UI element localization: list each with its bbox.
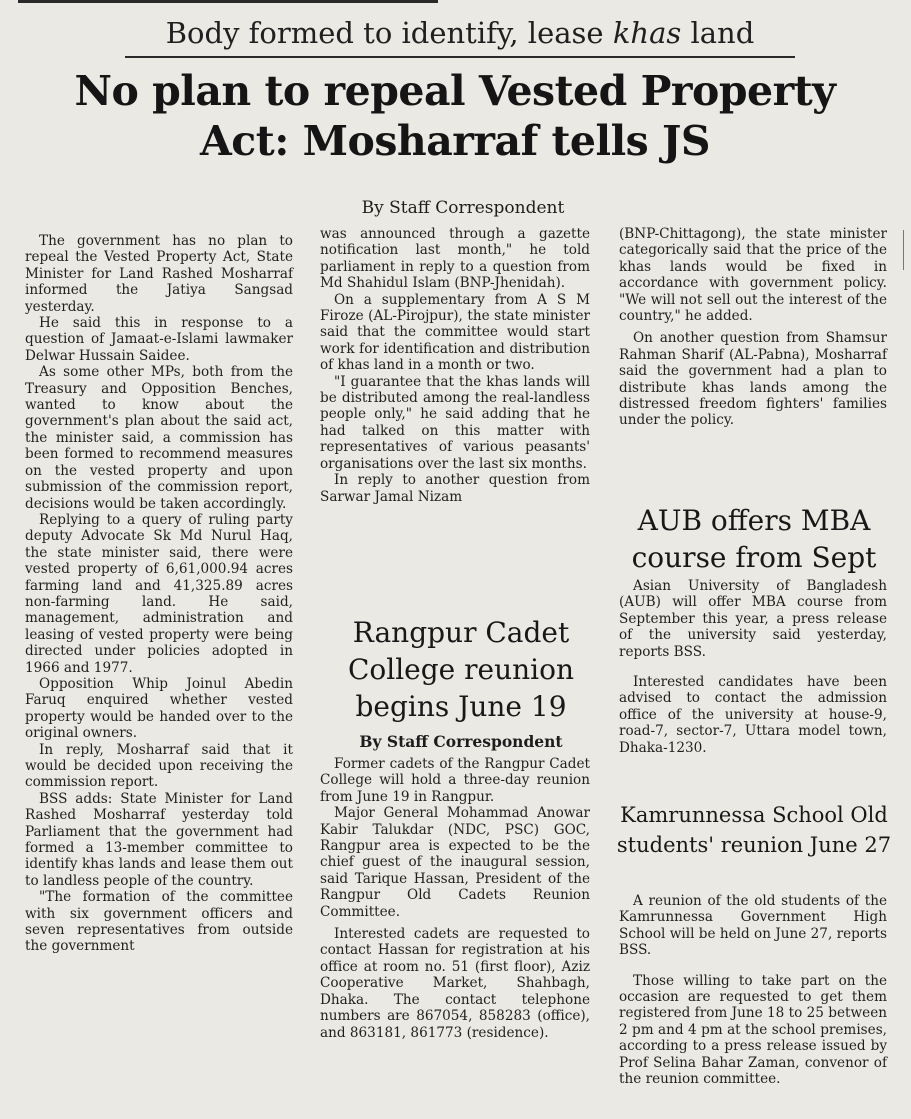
paragraph: "The formation of the committee with six government officers and seven representatives from outside the government bbox=[25, 889, 293, 955]
paragraph: Major General Mohammad Anowar Kabir Talukdar (NDC, PSC) GOC, Rangpur area is expected to be the chief guest of the inaugural session, said Tarique Hassan, President of the Rangpur Old Cadets Reunion Committee. bbox=[320, 805, 590, 920]
main-headline bbox=[20, 66, 890, 166]
paragraph: In reply, Mosharraf said that it would be decided upon receiving the commission report. bbox=[25, 741, 293, 791]
paragraph: (BNP-Chittagong), the state minister categorically said that the price of the khas lands would be fixed in accordance with government policy. "We will not sell out the interest of the country," he added. bbox=[619, 226, 887, 325]
paragraph: On another question from Shamsur Rahman Sharif (AL-Pabna), Mosharraf said the government had a plan to distribute khas lands among the distressed freedom fighters' families under the policy. bbox=[619, 330, 887, 429]
aub-story bbox=[619, 578, 887, 756]
main-headline-line2: Act: Mosharraf tells JS bbox=[199, 117, 711, 165]
main-story-column-2 bbox=[320, 226, 590, 505]
paragraph: The government has no plan to repeal the Vested Property Act, State Minister for Land Rashed Mosharraf informed the Jatiya Sangsad yesterday. bbox=[25, 233, 293, 315]
paragraph: Former cadets of the Rangpur Cadet College will hold a three-day reunion from June 19 in Rangpur. bbox=[320, 756, 590, 805]
paragraph: Asian University of Bangladesh (AUB) will offer MBA course from September this year, a press release of the university said yesterday, reports BSS. bbox=[619, 578, 887, 660]
top-rule bbox=[18, 0, 438, 3]
rangpur-byline: By Staff Correspondent bbox=[359, 732, 563, 751]
paragraph: He said this in response to a question of Jamaat-e-Islami lawmaker Delwar Hussain Saidee. bbox=[25, 315, 293, 364]
main-headline-line1: No plan to repeal Vested Property bbox=[74, 67, 836, 115]
paragraph: A reunion of the old students of the Kamrunnessa Government High School will be held on June 27, reports BSS. bbox=[619, 893, 887, 959]
kamrunnessa-headline: Kamrunnessa School Old students' reunion June 27 bbox=[616, 803, 892, 857]
paragraph: Interested cadets are requested to contact Hassan for registration at his office at room no. 51 (first floor), Aziz Cooperative Market, Shahbagh, Dhaka. The contact telephone numbers are 867054, 858283 (office), and 863181, 861773 (residence). bbox=[320, 926, 590, 1041]
paragraph: Opposition Whip Joinul Abedin Faruq enquired whether vested property would be handed over to the original owners. bbox=[25, 675, 293, 742]
rangpur-headline: Rangpur Cadet College reunion begins June 19 bbox=[347, 616, 575, 723]
paragraph: BSS adds: State Minister for Land Rashed Mosharraf yesterday told Parliament that the government had formed a 13-member committee to identify khas lands and lease them out to landless people of the country. bbox=[25, 790, 293, 889]
paragraph: Replying to a query of ruling party deputy Advocate Sk Md Nurul Haq, the state minister said, there were vested property of 6,61,000.94 acres farming land and 41,325.89 acres non-farming land. He said, management, administration and leasing of vested property were being directed under policies adopted in 1966 and 1977. bbox=[25, 511, 293, 676]
paragraph: On a supplementary from A S M Firoze (AL-Pirojpur), the state minister said that the committee would start work for identification and distribution of khas land in a month or two. bbox=[320, 291, 590, 374]
aub-headline: AUB offers MBA course from Sept bbox=[631, 504, 877, 574]
rangpur-story bbox=[320, 756, 590, 1041]
main-byline: By Staff Correspondent bbox=[361, 198, 565, 218]
paragraph: In reply to another question from Sarwar Jamal Nizam bbox=[320, 472, 590, 505]
main-story-column-1 bbox=[25, 233, 293, 955]
kicker-headline: Body formed to identify, lease khas land bbox=[125, 10, 795, 58]
paragraph: As some other MPs, both from the Treasury and Opposition Benches, wanted to know about the government's plan about the said act, the minister said, a commission has been formed to recommend measures on the vested property and upon submission of the commission report, decisions would be taken accordingly. bbox=[25, 364, 293, 512]
paragraph: was announced through a gazette notification last month," he told parliament in reply to a question from Md Shahidul Islam (BNP-Jhenidah). bbox=[320, 226, 590, 292]
paragraph: Interested candidates have been advised to contact the admission office of the university at house-9, road-7, sector-7, Uttara model town, Dhaka-1230. bbox=[619, 674, 887, 756]
main-story-column-3 bbox=[619, 226, 887, 429]
kamrunnessa-story bbox=[619, 893, 887, 1087]
paragraph: Those willing to take part on the occasion are requested to get them registered from June 18 to 25 between 2 pm and 4 pm at the school premises, according to a press release issued by Prof Selina Bahar Zaman, convenor of the reunion committee. bbox=[619, 972, 887, 1088]
paragraph: "I guarantee that the khas lands will be distributed among the real-landless people only," he said adding that he had talked on this matter with representatives of various peasants' organisations over the last six months. bbox=[320, 373, 590, 472]
column-rule bbox=[903, 230, 904, 270]
